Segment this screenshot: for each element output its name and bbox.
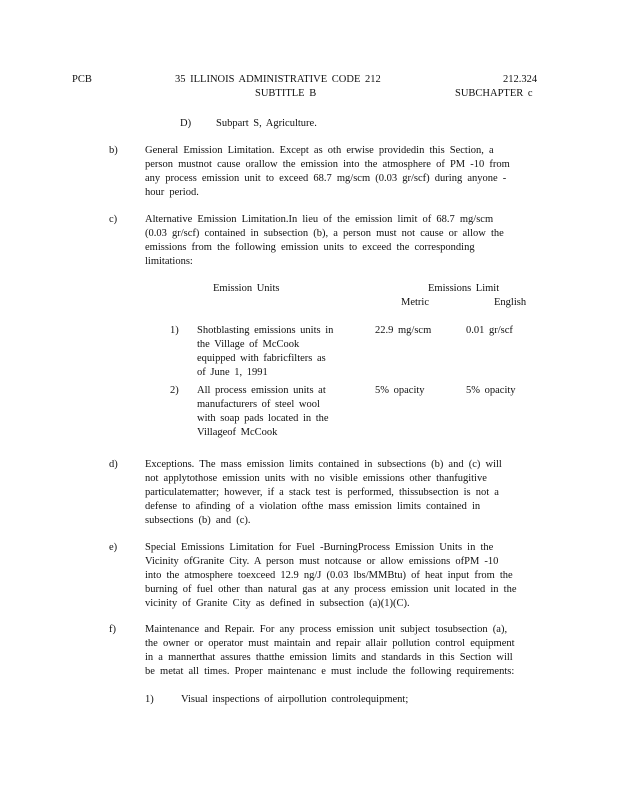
para-e-text: [145, 541, 517, 611]
para-line: person mustnot cause orallow the emission into the atmosphere of PM -10 from: [145, 159, 510, 170]
para-line: Alternative Emission Limitation.In lieu of the emission limit of 68.7 mg/scm: [145, 214, 494, 225]
row-english-limit: 5% opacity: [466, 385, 516, 396]
cell-line: equipped with fabricfilters as: [197, 353, 326, 364]
item-f1-text: Visual inspections of airpollution controlequipment;: [181, 694, 409, 705]
para-b-text: [145, 144, 510, 200]
para-line: burning of fuel other than natural gas at any process emission unit located in the: [145, 584, 517, 595]
para-line: Special Emissions Limitation for Fuel -BurningProcess Emission Units in the: [145, 542, 494, 553]
para-line: hour period.: [145, 187, 199, 198]
cell-line: the Village of McCook: [197, 339, 300, 350]
para-line: emissions from the following emission units to exceed the corresponding: [145, 242, 475, 253]
subpart-label: D): [180, 118, 192, 129]
subpart-text: Subpart S, Agriculture.: [216, 118, 317, 129]
para-line: General Emission Limitation. Except as oth erwise providedin this Section, a: [145, 145, 494, 156]
para-line: defense to afinding of a violation ofthe mass emission limits contained in: [145, 501, 481, 512]
para-line: Maintenance and Repair. For any process emission unit subject tosubsection (a),: [145, 624, 508, 635]
para-d-label: d): [109, 459, 118, 470]
header-title-line2: SUBTITLE B: [255, 88, 317, 99]
table-header-metric: Metric: [401, 297, 429, 308]
cell-line: Villageof McCook: [197, 427, 278, 438]
para-line: particulatematter; however, if a stack test is performed, thissubsection is not a: [145, 487, 499, 498]
table-header-units: Emission Units: [213, 283, 280, 294]
para-e-label: e): [109, 542, 118, 553]
para-line: Vicinity ofGranite City. A person must notcause or allow emissions ofPM -10: [145, 556, 499, 567]
para-b-label: b): [109, 145, 118, 156]
row-number: 1): [170, 325, 179, 336]
cell-line: All process emission units at: [197, 385, 326, 396]
para-line: subsections (b) and (c).: [145, 515, 251, 526]
header-section-number: 212.324: [503, 74, 538, 85]
cell-line: of June 1, 1991: [197, 367, 268, 378]
para-line: any process emission unit to exceed 68.7 mg/scm (0.03 gr/scf) during anyone -: [145, 173, 507, 184]
table-header-english: English: [494, 297, 527, 308]
cell-line: manufacturers of steel wool: [197, 399, 320, 410]
para-line: (0.03 gr/scf) contained in subsection (b), a person must not cause or allow the: [145, 228, 504, 239]
para-line: vicinity of Granite City as defined in subsection (a)(1)(C).: [145, 598, 410, 609]
para-line: limitations:: [145, 256, 193, 267]
cell-line: Shotblasting emissions units in: [197, 325, 334, 336]
row-metric-limit: 22.9 mg/scm: [375, 325, 432, 336]
header-title-line1: 35 ILLINOIS ADMINISTRATIVE CODE 212: [175, 74, 381, 85]
para-line: be metat all times. Proper maintenanc e must include the following requirements:: [145, 666, 515, 677]
para-line: in a mannerthat assures thatthe emission limits and standards in this Section will: [145, 652, 513, 663]
cell-line: with soap pads located in the: [197, 413, 329, 424]
para-line: not applytothose emission units with no visible emissions other thanfugitive: [145, 473, 487, 484]
row-unit-description: [197, 384, 329, 440]
para-f-text: [145, 623, 515, 679]
para-c-text: [145, 213, 504, 269]
item-f1-label: 1): [145, 694, 154, 705]
para-line: Exceptions. The mass emission limits contained in subsections (b) and (c) will: [145, 459, 502, 470]
header-subchapter: SUBCHAPTER c: [455, 88, 533, 99]
para-line: the owner or operator must maintain and repair allair pollution control equipment: [145, 638, 515, 649]
table-header-limit: Emissions Limit: [428, 283, 500, 294]
row-unit-description: [197, 324, 333, 380]
row-metric-limit: 5% opacity: [375, 385, 425, 396]
header-left-label: PCB: [72, 74, 92, 85]
para-line: into the atmosphere toexceed 12.9 ng/J (0.03 lbs/MMBtu) of heat input from the: [145, 570, 513, 581]
row-english-limit: 0.01 gr/scf: [466, 325, 513, 336]
row-number: 2): [170, 385, 179, 396]
para-f-label: f): [109, 624, 116, 635]
para-d-text: [145, 458, 502, 528]
para-c-label: c): [109, 214, 118, 225]
